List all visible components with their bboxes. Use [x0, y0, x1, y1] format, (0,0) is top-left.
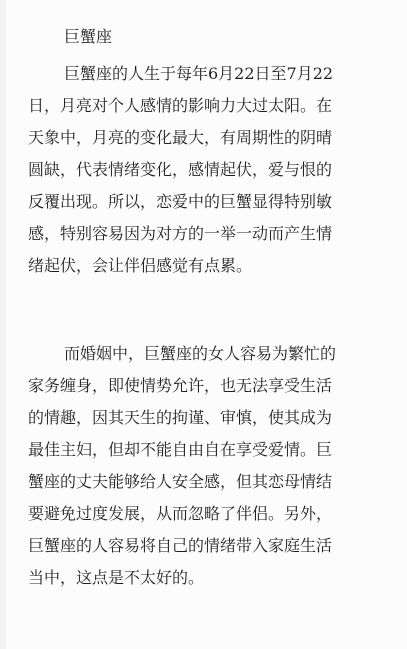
paragraph-line: 日，月亮对个人感情的影响力大过太阳。在	[28, 96, 333, 115]
paragraph-line: 巨蟹座的人生于每年6月22日至7月22	[64, 64, 334, 83]
paragraph-1	[28, 58, 374, 282]
paragraph-line: 要避免过度发展，从而忽略了伴侣。另外，	[28, 504, 333, 523]
document-title: 巨蟹座	[64, 27, 113, 46]
paragraph-line: 反覆出现。所以，恋爱中的巨蟹显得特别敏	[28, 192, 333, 211]
paragraph-line: 天象中，月亮的变化最大，有周期性的阴晴	[28, 128, 333, 147]
paragraph-line: 蟹座的丈夫能够给人安全感，但其恋母情结	[28, 472, 333, 491]
paragraph-line: 最佳主妇，但却不能自由自在享受爱情。巨	[28, 440, 333, 459]
paragraph-line: 的情趣，因其天生的拘谨、审慎，使其成为	[28, 408, 333, 427]
page-edge	[0, 0, 6, 649]
paragraph-line: 绪起伏，会让伴侣感觉有点累。	[28, 256, 253, 275]
paragraph-line: 当中，这点是不太好的。	[28, 568, 205, 587]
paragraph-line: 感，特别容易因为对方的一举一动而产生情	[28, 224, 333, 243]
paragraph-line: 巨蟹座的人容易将自己的情绪带入家庭生活	[28, 536, 333, 555]
paragraph-line: 家务缠身，即使情势允许，也无法享受生活	[28, 376, 333, 395]
paragraph-2	[28, 338, 374, 594]
paragraph-line: 圆缺，代表情绪变化，感情起伏，爱与恨的	[28, 160, 333, 179]
paragraph-line: 而婚姻中，巨蟹座的女人容易为繁忙的	[64, 344, 337, 363]
